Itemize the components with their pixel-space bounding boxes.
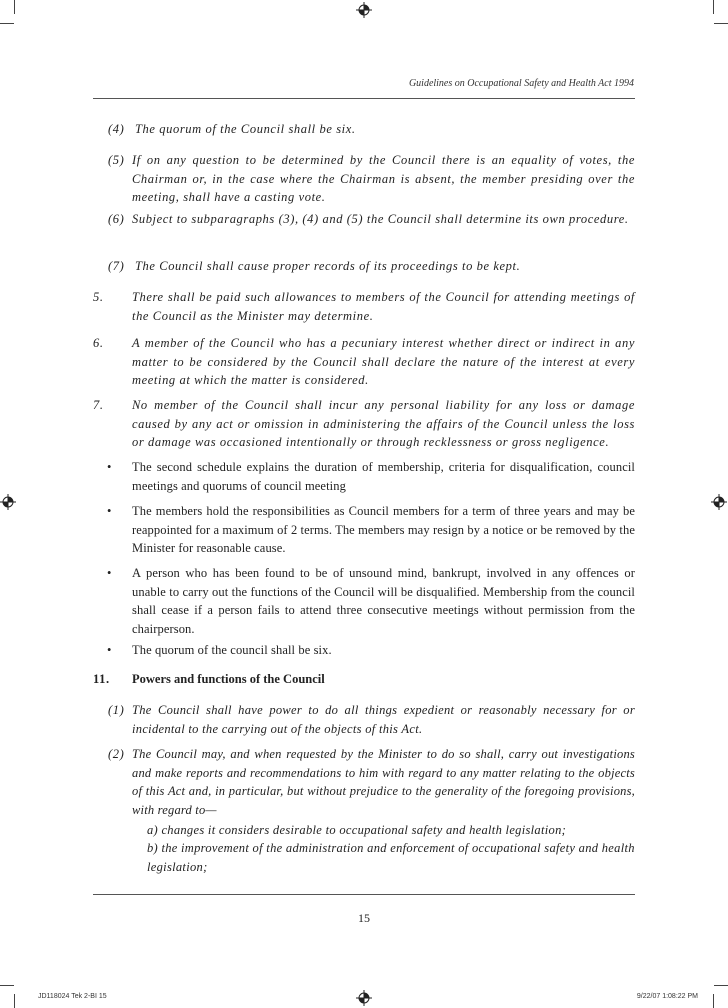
bullet: • bbox=[107, 566, 112, 580]
registration-mark-icon bbox=[0, 494, 16, 510]
item-text: The quorum of the Council shall be six. bbox=[135, 122, 356, 136]
sub-item-text: a) changes it considers desirable to occupational safety and health legislation; bbox=[147, 823, 567, 837]
paragraph-number: 7. bbox=[93, 398, 104, 412]
crop-mark bbox=[713, 0, 714, 14]
paragraph-number: 6. bbox=[93, 336, 104, 350]
paragraph-number: 5. bbox=[93, 290, 104, 304]
section-heading: Powers and functions of the Council bbox=[132, 672, 325, 686]
crop-mark bbox=[0, 985, 14, 986]
item-text: Subject to subparagraphs (3), (4) and (5) the Council shall determine its own procedure. bbox=[132, 212, 629, 226]
header-rule bbox=[93, 98, 635, 99]
running-header: Guidelines on Occupational Safety and Health Act 1994 bbox=[408, 78, 634, 89]
item-text: The Council shall cause proper records of its proceedings to be kept. bbox=[135, 259, 521, 273]
crop-mark bbox=[0, 23, 14, 24]
page-number: 15 bbox=[358, 911, 370, 925]
crop-mark bbox=[713, 994, 714, 1008]
bullet-text: The quorum of the council shall be six. bbox=[132, 643, 332, 657]
registration-mark-icon bbox=[356, 2, 372, 18]
item-label: (1) bbox=[108, 703, 125, 717]
bullet-text: The members hold the responsibilities as Council members for a term of three years and may be reappointed for a maximum of 2 terms. The members may resign by a notice or be removed by the Minister for reasonable cause. bbox=[132, 504, 635, 555]
bullet: • bbox=[107, 643, 112, 657]
bullet-text: A person who has been found to be of unsound mind, bankrupt, involved in any offences or unable to carry out the functions of the Council will be disqualified. Membership from the council shall cease if a person fails to attend three consecutive meetings without permission from the chairperson. bbox=[132, 566, 635, 636]
item-text: The Council shall have power to do all things expedient or reasonably necessary for or incidental to the carrying out of the objects of this Act. bbox=[132, 703, 635, 736]
item-text: The Council may, and when requested by the Minister to do so shall, carry out investigations and make reports and recommendations to him with regard to any matter relating to the objects of this Act and, in particular, but without prejudice to the generality of the foregoing provisions, with regard to— bbox=[132, 747, 635, 817]
item-label: (6) bbox=[108, 212, 125, 226]
item-label: (7) bbox=[108, 259, 125, 273]
crop-mark bbox=[14, 994, 15, 1008]
section-number: 11. bbox=[93, 672, 110, 686]
footer-rule bbox=[93, 894, 635, 895]
bullet: • bbox=[107, 504, 112, 518]
crop-mark bbox=[714, 23, 728, 24]
item-text: If on any question to be determined by the Council there is an equality of votes, the Chairman or, in the case where the Chairman is absent, the member presiding over the meeting, shall have a casting vote. bbox=[132, 153, 635, 204]
paragraph-text: No member of the Council shall incur any personal liability for any loss or damage caused by any act or omission in administering the affairs of the Council unless the loss or damage was occasioned intentionally or through recklessness or gross negligence. bbox=[132, 398, 635, 449]
print-slug-right: 9/22/07 1:08:22 PM bbox=[636, 993, 698, 1000]
sub-item-text: b) the improvement of the administration and enforcement of occupational safety and health legislation; bbox=[147, 841, 635, 874]
registration-mark-icon bbox=[356, 990, 372, 1006]
bullet-text: The second schedule explains the duration of membership, criteria for disqualification, council meetings and quorums of council meeting bbox=[132, 460, 635, 493]
crop-mark bbox=[714, 985, 728, 986]
item-label: (4) bbox=[108, 122, 125, 136]
item-label: (5) bbox=[108, 153, 125, 167]
crop-mark bbox=[14, 0, 15, 14]
print-slug-left: JD118024 Tek 2-BI 15 bbox=[38, 993, 107, 1000]
paragraph-text: A member of the Council who has a pecuniary interest whether direct or indirect in any matter to be considered by the Council shall declare the nature of the interest at every meeting at which the matter is considered. bbox=[132, 336, 635, 387]
registration-mark-icon bbox=[711, 494, 727, 510]
paragraph-text: There shall be paid such allowances to members of the Council for attending meetings of the Council as the Minister may determine. bbox=[132, 290, 635, 323]
bullet: • bbox=[107, 460, 112, 474]
item-label: (2) bbox=[108, 747, 125, 761]
